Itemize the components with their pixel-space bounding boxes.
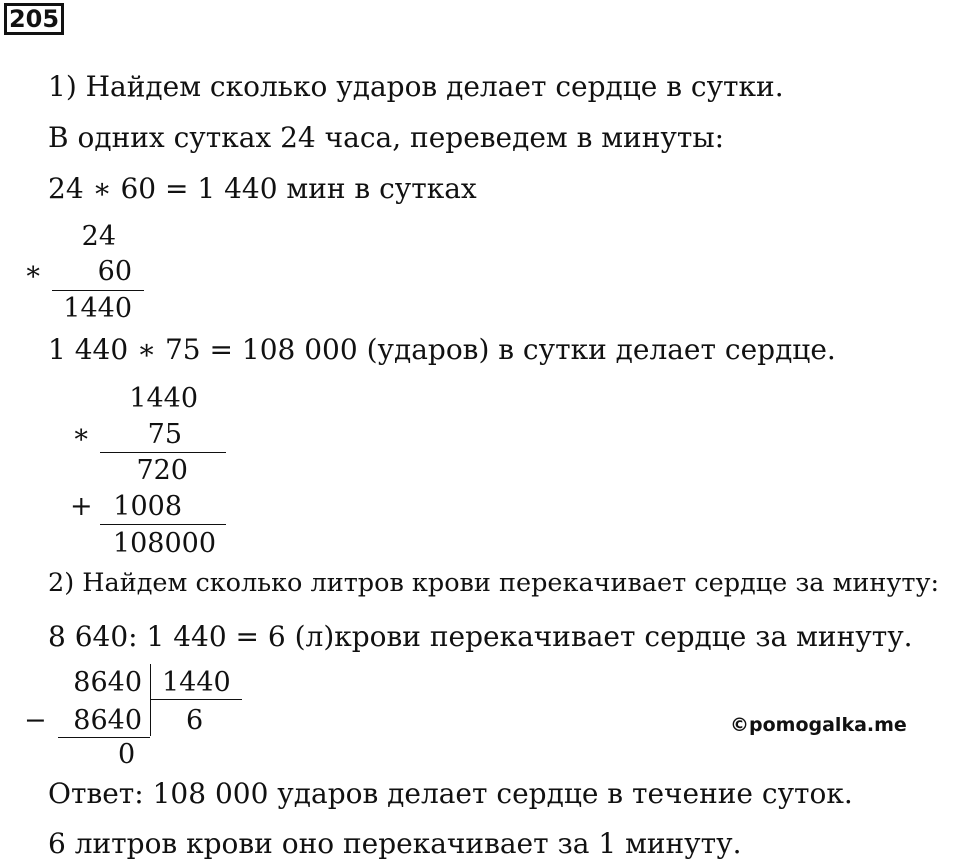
minutes-equation: 24 ∗ 60 = 1 440 мин в сутках (48, 172, 477, 205)
division-minus: − (24, 705, 47, 736)
mult2-b: 75 (147, 419, 182, 450)
division-equation: 8 640: 1 440 = 6 (л)крови перекачивает сердце за минуту. (48, 620, 913, 653)
watermark: ©pomogalka.me (730, 714, 907, 736)
task-number-badge: 205 (4, 3, 64, 35)
mult2-result: 108000 (112, 528, 216, 559)
division-divisor: 1440 (162, 667, 231, 698)
division-subtrahend: 8640 (73, 705, 142, 736)
mult1-b: 60 (97, 256, 132, 287)
mult2-rule-1 (100, 452, 226, 453)
mult2-rule-2 (100, 524, 226, 525)
mult2-plus: + (70, 491, 93, 522)
step2-heading: 2) Найдем сколько литров крови перекачивает сердце за минуту: (48, 568, 940, 598)
answer-line-1: Ответ: 108 000 ударов делает сердце в течение суток. (48, 777, 853, 810)
beats-equation: 1 440 ∗ 75 = 108 000 (ударов) в сутки делает сердце. (48, 333, 836, 366)
mult1-result: 1440 (63, 293, 132, 324)
mult2-partial-1: 720 (136, 455, 188, 486)
division-vertical-rule (150, 664, 151, 736)
mult2-a: 1440 (129, 383, 198, 414)
mult2-operator: ∗ (72, 419, 91, 450)
mult1-a: 24 (81, 221, 116, 252)
division-dividend: 8640 (73, 667, 142, 698)
mult1-rule (52, 290, 144, 291)
hours-note: В одних сутках 24 часа, переведем в минуты: (48, 121, 725, 154)
division-divisor-rule (150, 699, 242, 700)
mult1-operator: ∗ (24, 256, 43, 287)
division-rule (58, 737, 150, 738)
answer-line-2: 6 литров крови оно перекачивает за 1 минуту. (48, 827, 742, 860)
division-remainder: 0 (118, 739, 136, 770)
mult2-partial-2: 1008 (113, 491, 182, 522)
step1-heading: 1) Найдем сколько ударов делает сердце в сутки. (48, 70, 784, 103)
division-quotient: 6 (186, 705, 204, 736)
